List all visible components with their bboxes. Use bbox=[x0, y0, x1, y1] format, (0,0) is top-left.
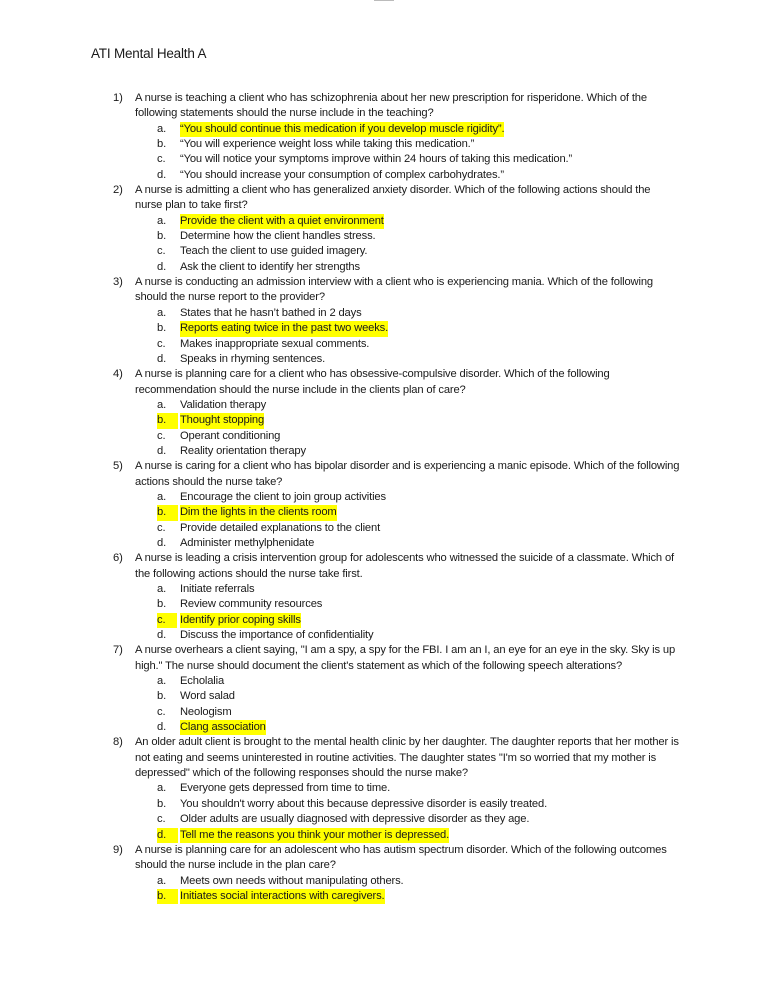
option-letter: b. bbox=[157, 889, 178, 904]
question-9 bbox=[0, 843, 768, 904]
question-2 bbox=[0, 183, 768, 275]
option-letter: b. bbox=[157, 598, 167, 611]
option-text: Administer methylphenidate bbox=[180, 536, 315, 549]
option-letter: c. bbox=[157, 705, 166, 718]
question-text: A nurse overhears a client saying, "I am a spy, a spy for the FBI. I am an I, an eye for an eye in the sky. Sky is up high." The nurse should document the client's statement as which of the following speech alterations? bbox=[135, 644, 676, 672]
question-number: 3) bbox=[113, 276, 123, 289]
option-letter: d. bbox=[157, 260, 167, 273]
answer-option-1-d bbox=[0, 168, 768, 183]
option-letter: c. bbox=[157, 429, 166, 442]
option-letter: d. bbox=[157, 828, 178, 843]
answer-option-6-a bbox=[0, 582, 768, 597]
option-text: Neologism bbox=[180, 705, 232, 718]
option-letter: a. bbox=[157, 398, 167, 411]
question-5 bbox=[0, 459, 768, 551]
answer-option-7-d bbox=[0, 720, 768, 735]
option-letter: b. bbox=[157, 230, 167, 243]
option-text: Echolalia bbox=[180, 675, 225, 688]
option-text: You shouldn't worry about this because depressive disorder is easily treated. bbox=[180, 797, 548, 810]
option-letter: a. bbox=[157, 874, 167, 887]
option-text: Discuss the importance of confidentiality bbox=[180, 629, 374, 642]
answer-option-3-d bbox=[0, 352, 768, 367]
question-1 bbox=[0, 91, 768, 183]
option-text: Thought stopping bbox=[180, 413, 264, 428]
option-letter: c. bbox=[157, 613, 177, 628]
option-letter: c. bbox=[157, 337, 166, 350]
question-text: A nurse is planning care for an adolescent who has autism spectrum disorder. Which of the following outcomes should the nurse include in the plan care? bbox=[135, 843, 667, 872]
option-letter: a. bbox=[157, 675, 167, 688]
option-list bbox=[0, 122, 768, 183]
option-letter: a. bbox=[157, 583, 167, 595]
document-title: ATI Mental Health A bbox=[91, 46, 207, 61]
option-text: Reports eating twice in the past two weeks. bbox=[180, 321, 388, 336]
question-text: A nurse is teaching a client who has schizophrenia about her new prescription for risperidone. Which of the following statements should the nurse include in the teaching? bbox=[135, 92, 647, 120]
option-text: Older adults are usually diagnosed with depressive disorder as they age. bbox=[180, 813, 530, 826]
question-number: 6) bbox=[113, 552, 123, 565]
option-text: Reality orientation therapy bbox=[180, 444, 306, 457]
option-text: Identify prior coping skills bbox=[180, 613, 301, 628]
option-text: Initiate referrals bbox=[180, 583, 255, 595]
option-letter: a. bbox=[157, 122, 167, 135]
option-text: Review community resources bbox=[180, 598, 323, 611]
option-text: Everyone gets depressed from time to time. bbox=[180, 782, 391, 795]
option-letter: b. bbox=[157, 505, 178, 520]
question-7 bbox=[0, 643, 768, 735]
option-text: Word salad bbox=[180, 690, 235, 703]
question-number: 9) bbox=[113, 843, 123, 856]
answer-option-7-a bbox=[0, 674, 768, 689]
option-list bbox=[0, 214, 768, 275]
answer-option-4-c bbox=[0, 429, 768, 444]
answer-option-4-a bbox=[0, 398, 768, 413]
option-list bbox=[0, 306, 768, 367]
question-text: An older adult client is brought to the mental health clinic by her daughter. The daughter reports that her mother is not eating and seems uninterested in routine activities. The daughter states "I'm so worried that my mother is depressed" which of the following responses should the nurse make? bbox=[135, 736, 679, 780]
option-letter: d. bbox=[157, 444, 167, 457]
option-list bbox=[0, 874, 768, 905]
option-letter: a. bbox=[157, 214, 167, 227]
option-text: Ask the client to identify her strengths bbox=[180, 260, 360, 273]
option-letter: d. bbox=[157, 168, 167, 181]
option-letter: a. bbox=[157, 782, 167, 795]
option-text: Initiates social interactions with caregivers. bbox=[180, 889, 385, 904]
question-3 bbox=[0, 275, 768, 367]
question-number: 4) bbox=[113, 368, 123, 381]
answer-option-3-c bbox=[0, 337, 768, 352]
answer-option-2-d bbox=[0, 260, 768, 275]
answer-option-2-c bbox=[0, 244, 768, 259]
answer-option-9-b bbox=[0, 889, 768, 904]
option-letter: d. bbox=[157, 629, 167, 642]
option-text: Meets own needs without manipulating others. bbox=[180, 874, 404, 887]
answer-option-3-b bbox=[0, 321, 768, 336]
option-letter: a. bbox=[157, 490, 167, 503]
question-4 bbox=[0, 367, 768, 459]
answer-option-5-d bbox=[0, 536, 768, 551]
option-list bbox=[0, 781, 768, 842]
option-text: “You will experience weight loss while taking this medication.” bbox=[180, 138, 475, 151]
question-text: A nurse is admitting a client who has generalized anxiety disorder. Which of the following actions should the nurse plan to take first? bbox=[135, 184, 651, 212]
option-text: “You should increase your consumption of complex carbohydrates.” bbox=[180, 168, 504, 181]
option-list bbox=[0, 398, 768, 459]
question-number: 5) bbox=[113, 460, 123, 473]
answer-option-6-b bbox=[0, 597, 768, 612]
answer-option-9-a bbox=[0, 874, 768, 889]
question-number: 1) bbox=[113, 92, 123, 104]
option-text: “You should continue this medication if you develop muscle rigidity”. bbox=[180, 122, 504, 137]
option-letter: c. bbox=[157, 245, 166, 258]
answer-option-8-a bbox=[0, 781, 768, 796]
question-text: A nurse is planning care for a client who has obsessive-compulsive disorder. Which of the following recommendation should the nurse include in the clients plan of care? bbox=[135, 368, 610, 396]
answer-option-7-c bbox=[0, 705, 768, 720]
answer-option-5-c bbox=[0, 521, 768, 536]
answer-option-6-c bbox=[0, 613, 768, 628]
option-letter: a. bbox=[157, 306, 167, 319]
answer-option-4-b bbox=[0, 413, 768, 428]
option-letter: b. bbox=[157, 690, 167, 703]
question-6 bbox=[0, 551, 768, 643]
question-text: A nurse is conducting an admission interview with a client who is experiencing mania. Which of the following should the nurse report to the provider? bbox=[135, 276, 653, 304]
option-text: Speaks in rhyming sentences. bbox=[180, 352, 326, 365]
answer-option-5-a bbox=[0, 490, 768, 505]
option-text: States that he hasn’t bathed in 2 days bbox=[180, 306, 362, 319]
page-header-mark bbox=[374, 0, 394, 4]
option-text: Validation therapy bbox=[180, 398, 267, 411]
question-number: 8) bbox=[113, 736, 123, 749]
question-number: 2) bbox=[113, 184, 123, 197]
option-text: Provide the client with a quiet environment bbox=[180, 214, 384, 229]
answer-option-1-a bbox=[0, 122, 768, 137]
option-text: Operant conditioning bbox=[180, 429, 281, 442]
option-letter: c. bbox=[157, 521, 166, 534]
answer-option-4-d bbox=[0, 444, 768, 459]
answer-option-3-a bbox=[0, 306, 768, 321]
question-text: A nurse is caring for a client who has bipolar disorder and is experiencing a manic episode. Which of the following actions should the nurse take? bbox=[135, 460, 680, 488]
answer-option-7-b bbox=[0, 689, 768, 704]
question-list bbox=[0, 91, 768, 904]
option-list bbox=[0, 582, 768, 643]
option-letter: b. bbox=[157, 413, 178, 428]
option-text: Provide detailed explanations to the client bbox=[180, 521, 381, 534]
option-list bbox=[0, 674, 768, 735]
option-text: Determine how the client handles stress. bbox=[180, 230, 376, 243]
answer-option-8-d bbox=[0, 828, 768, 843]
option-text: Encourage the client to join group activities bbox=[180, 490, 386, 503]
answer-option-1-b bbox=[0, 137, 768, 152]
question-8 bbox=[0, 735, 768, 842]
answer-option-6-d bbox=[0, 628, 768, 643]
option-letter: b. bbox=[157, 322, 167, 335]
option-letter: c. bbox=[157, 813, 166, 826]
question-text: A nurse is leading a crisis intervention group for adolescents who witnessed the suicide of a classmate. Which of the following actions should the nurse take first. bbox=[135, 552, 674, 580]
option-text: Dim the lights in the clients room bbox=[180, 505, 337, 520]
option-text: Tell me the reasons you think your mother is depressed. bbox=[180, 828, 449, 843]
answer-option-2-a bbox=[0, 214, 768, 229]
answer-option-2-b bbox=[0, 229, 768, 244]
option-letter: c. bbox=[157, 153, 166, 166]
option-letter: b. bbox=[157, 797, 167, 810]
option-letter: b. bbox=[157, 138, 167, 151]
option-text: Clang association bbox=[180, 720, 266, 735]
option-text: “You will notice your symptoms improve within 24 hours of taking this medication.” bbox=[180, 153, 573, 166]
question-number: 7) bbox=[113, 644, 123, 657]
answer-option-5-b bbox=[0, 505, 768, 520]
answer-option-8-b bbox=[0, 797, 768, 812]
option-letter: d. bbox=[157, 352, 167, 365]
answer-option-8-c bbox=[0, 812, 768, 827]
answer-option-1-c bbox=[0, 152, 768, 167]
option-list bbox=[0, 490, 768, 551]
option-text: Makes inappropriate sexual comments. bbox=[180, 337, 370, 350]
option-text: Teach the client to use guided imagery. bbox=[180, 245, 368, 258]
option-letter: d. bbox=[157, 536, 167, 549]
option-letter: d. bbox=[157, 721, 167, 734]
